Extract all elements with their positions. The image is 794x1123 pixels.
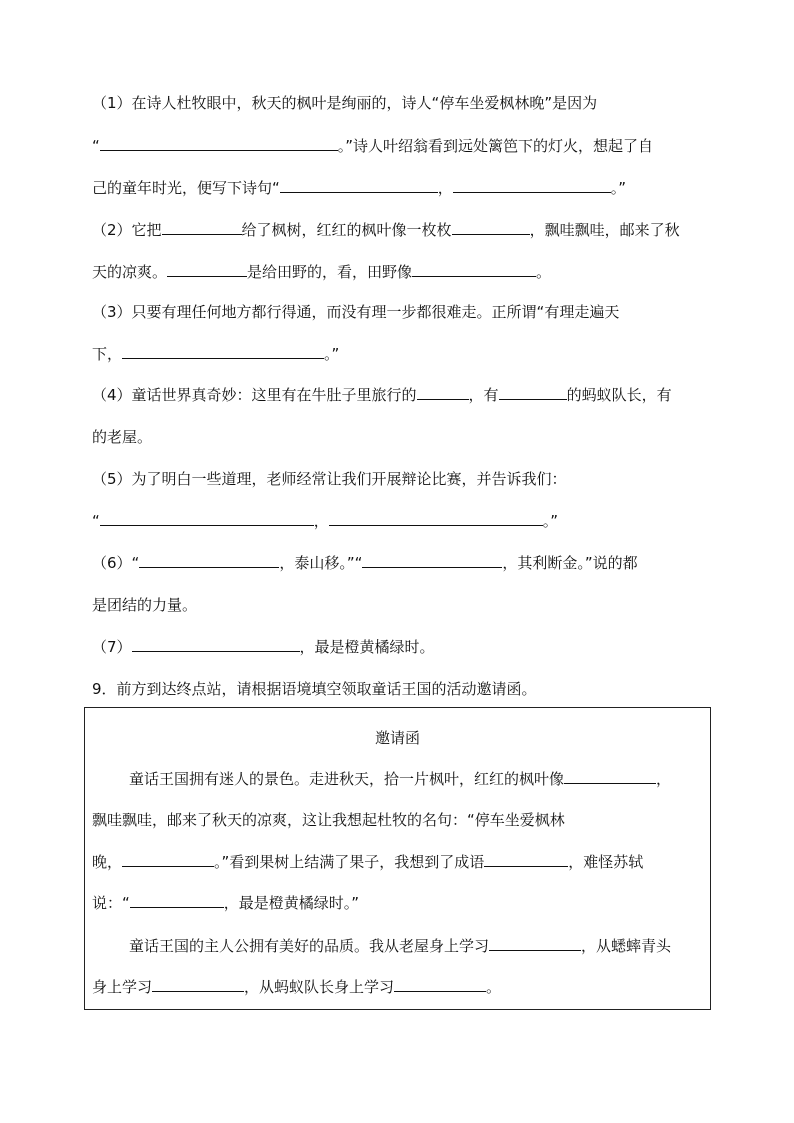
invitation-p1-line-4: 说：“ ，最是橙黄橘绿时。” bbox=[92, 894, 360, 912]
q5-line-1: （5）为了明白一些道理，老师经常让我们开展辩论比赛，并告诉我们： bbox=[92, 470, 567, 488]
q6-line-1: （6）“ ，泰山移。”“ ，其利断金。”说的都 bbox=[92, 554, 638, 572]
invitation-p2-line-1: 童话王国的主人公拥有美好的品质。我从老屋身上学习 ，从蟋蟀青头 bbox=[129, 937, 672, 955]
q6-line-2: 是团结的力量。 bbox=[92, 596, 198, 614]
invitation-heading: 邀请函 bbox=[374, 729, 420, 747]
answer-blank[interactable] bbox=[394, 977, 486, 992]
q1-line-2: “ 。”诗人叶绍翁看到远处篱笆下的灯火，想起了自 bbox=[92, 137, 654, 155]
answer-blank[interactable] bbox=[362, 553, 502, 568]
q4-line-2: 的老屋。 bbox=[92, 428, 153, 446]
invitation-p2-line-2: 身上学习 ，从蚂蚁队长身上学习 。 bbox=[92, 978, 502, 996]
invitation-p1-line-2: 飘哇飘哇，邮来了秋天的凉爽，这让我想起杜牧的名句：“停车坐爱枫林 bbox=[92, 811, 565, 829]
invitation-p1-line-1: 童话王国拥有迷人的景色。走进秋天，拾一片枫叶，红红的枫叶像 ， bbox=[129, 770, 672, 788]
answer-blank[interactable] bbox=[139, 553, 279, 568]
q1-line-1 bbox=[92, 93, 597, 113]
answer-blank[interactable] bbox=[484, 852, 568, 867]
answer-blank[interactable] bbox=[100, 136, 338, 151]
answer-blank[interactable] bbox=[564, 769, 656, 784]
answer-blank[interactable] bbox=[130, 893, 224, 908]
q2-line-2: 天的凉爽。 是给田野的，看，田野像 。 bbox=[92, 263, 552, 281]
answer-blank[interactable] bbox=[132, 637, 300, 652]
invitation-p1-line-3: 晚， 。”看到果树上结满了果子，我想到了成语 ，难怪苏轼 bbox=[92, 853, 644, 871]
q2-line-1: （2）它把 给了枫树，红红的枫叶像一枚枚 ，飘哇飘哇，邮来了秋 bbox=[92, 221, 680, 239]
answer-blank[interactable] bbox=[489, 936, 581, 951]
q3-line-2: 下， 。” bbox=[92, 345, 340, 363]
answer-blank[interactable] bbox=[499, 385, 567, 400]
q4-line-1: （4）童话世界真奇妙：这里有在牛肚子里旅行的 ，有 的蚂蚁队长，有 bbox=[92, 386, 672, 404]
answer-blank[interactable] bbox=[280, 178, 438, 193]
q1-text: （1）在诗人杜牧眼中，秋天的枫叶是绚丽的，诗人“停车坐爱枫林晚”是因为 bbox=[92, 94, 598, 112]
answer-blank[interactable] bbox=[417, 385, 469, 400]
q7-line-1: （7） ，最是橙黄橘绿时。 bbox=[92, 638, 435, 656]
answer-blank[interactable] bbox=[122, 344, 324, 359]
answer-blank[interactable] bbox=[167, 262, 247, 277]
q9-title: 9．前方到达终点站，请根据语境填空领取童话王国的活动邀请函。 bbox=[92, 680, 537, 698]
q5-line-2: “ ， 。” bbox=[92, 512, 559, 530]
q1-line-3: 己的童年时光，便写下诗句“ ， 。” bbox=[92, 179, 627, 197]
answer-blank[interactable] bbox=[162, 220, 242, 235]
answer-blank[interactable] bbox=[412, 262, 536, 277]
answer-blank[interactable] bbox=[329, 511, 543, 526]
answer-blank[interactable] bbox=[452, 220, 530, 235]
q3-line-1: （3）只要有理任何地方都行得通，而没有理一步都很难走。正所谓“有理走遍天 bbox=[92, 303, 620, 321]
answer-blank[interactable] bbox=[152, 977, 244, 992]
answer-blank[interactable] bbox=[453, 178, 611, 193]
answer-blank[interactable] bbox=[100, 511, 314, 526]
answer-blank[interactable] bbox=[122, 852, 214, 867]
invitation-box bbox=[84, 707, 711, 1010]
